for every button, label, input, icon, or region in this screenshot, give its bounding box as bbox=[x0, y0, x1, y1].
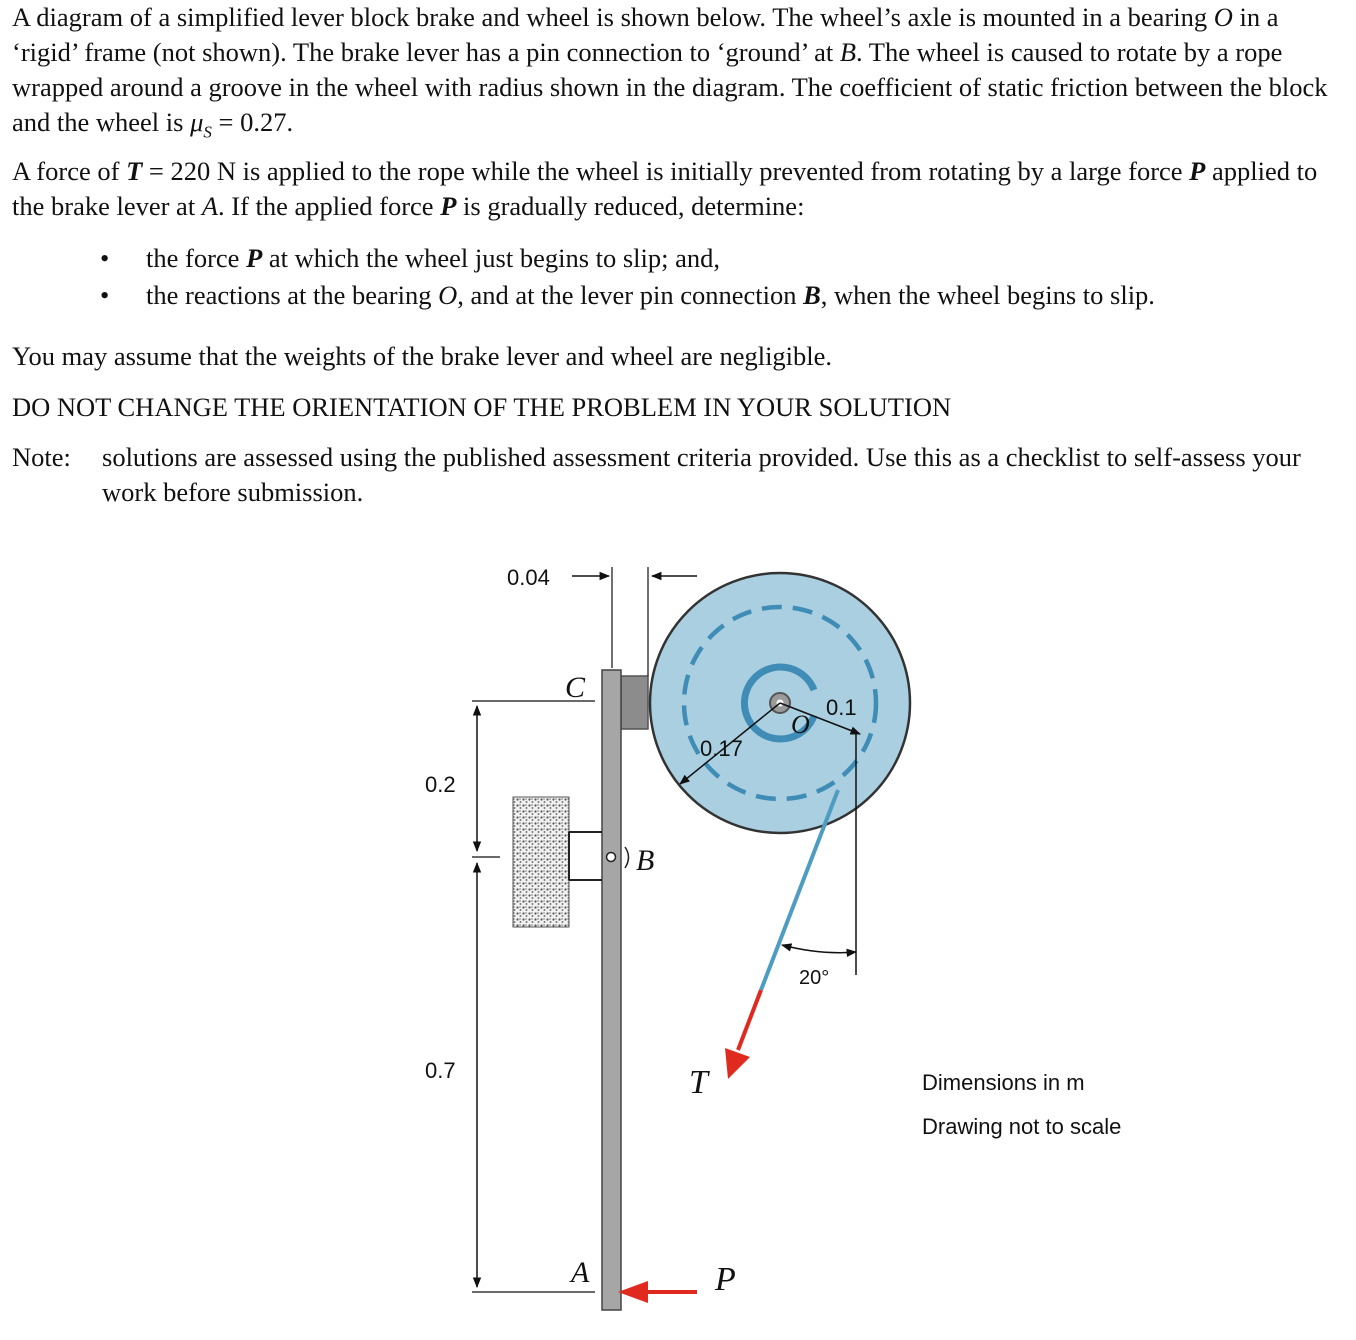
bearing-symbol: O bbox=[1213, 2, 1233, 32]
dim-lower-label: 0.7 bbox=[425, 1058, 456, 1083]
load-text-3: applied to the brake lever at bbox=[12, 156, 1318, 221]
dim-wheel-radius-label: 0.17 bbox=[700, 736, 743, 761]
dim-groove-radius-label: 0.1 bbox=[826, 695, 857, 720]
q1-text-1: the force bbox=[146, 243, 247, 273]
angle-label: 20° bbox=[799, 967, 830, 989]
point-a-symbol: A bbox=[201, 191, 218, 221]
pin-b-marker bbox=[625, 847, 629, 868]
intro-text-3: . The wheel is caused to rotate by a rope wrapped around a groove in the wheel with radius shown in the diagram. The coefficient of static friction between the block and the wheel is bbox=[12, 37, 1328, 137]
label-p: P bbox=[715, 1261, 736, 1298]
load-text-4: . If the applied force bbox=[218, 191, 441, 221]
intro-text-2: in a ‘rigid’ frame (not shown). The brake lever has a pin connection to ‘ground’ at bbox=[12, 2, 1279, 67]
label-b: B bbox=[636, 844, 655, 877]
label-o: O bbox=[791, 710, 810, 739]
scale-note: Drawing not to scale bbox=[922, 1114, 1122, 1139]
dim-upper-label: 0.2 bbox=[425, 772, 456, 797]
force-p-symbol: P bbox=[1189, 156, 1206, 186]
load-text-5: is gradually reduced, determine: bbox=[456, 191, 805, 221]
orientation-instruction: DO NOT CHANGE THE ORIENTATION OF THE PROBLEM IN YOUR SOLUTION bbox=[12, 392, 952, 422]
q1-force-symbol: P bbox=[246, 243, 263, 273]
mu-value: = 0.27. bbox=[211, 107, 294, 137]
q2-text-3: , when the wheel begins to slip. bbox=[820, 280, 1155, 310]
label-t: T bbox=[689, 1064, 708, 1101]
note-text: solutions are assessed using the published assessment criteria provided. Use this as a checklist to self-assess your work before submission. bbox=[102, 442, 1301, 507]
q1-text-2: at which the wheel just begins to slip; and, bbox=[262, 243, 721, 273]
force-p-arrowhead bbox=[618, 1281, 648, 1303]
intro-text-1: A diagram of a simplified lever block brake and wheel is shown below. The wheel’s axle is mounted in a bearing bbox=[12, 2, 1214, 32]
assumption-text: You may assume that the weights of the brake lever and wheel are negligible. bbox=[12, 341, 833, 371]
label-a: A bbox=[571, 1256, 590, 1289]
mu-symbol: μ bbox=[190, 107, 204, 137]
label-c: C bbox=[565, 671, 586, 704]
brake-lever bbox=[602, 670, 621, 1310]
dim-offset-label: 0.04 bbox=[507, 565, 550, 590]
load-text-1: A force of bbox=[12, 156, 127, 186]
angle-arc bbox=[782, 945, 856, 953]
brake-block bbox=[621, 676, 648, 729]
q2-text-2: , and at the lever pin connection bbox=[457, 280, 804, 310]
note-label: Note: bbox=[12, 442, 71, 472]
tension-arrow-shaft bbox=[738, 990, 761, 1050]
q2-pin-symbol: B bbox=[803, 280, 821, 310]
q2-text-1: the reactions at the bearing bbox=[146, 280, 439, 310]
tension-symbol: T bbox=[126, 156, 143, 186]
force-p-symbol-2: P bbox=[440, 191, 457, 221]
load-text-2: = 220 N is applied to the rope while the wheel is initially prevented from rotating by a large force bbox=[142, 156, 1190, 186]
tension-arrowhead bbox=[725, 1048, 750, 1079]
q2-bearing-symbol: O bbox=[438, 280, 458, 310]
units-note: Dimensions in m bbox=[922, 1070, 1085, 1095]
pin-symbol: B bbox=[839, 37, 857, 67]
mu-subscript: S bbox=[203, 122, 212, 142]
pin-b bbox=[607, 853, 616, 862]
ground-support bbox=[513, 797, 569, 927]
